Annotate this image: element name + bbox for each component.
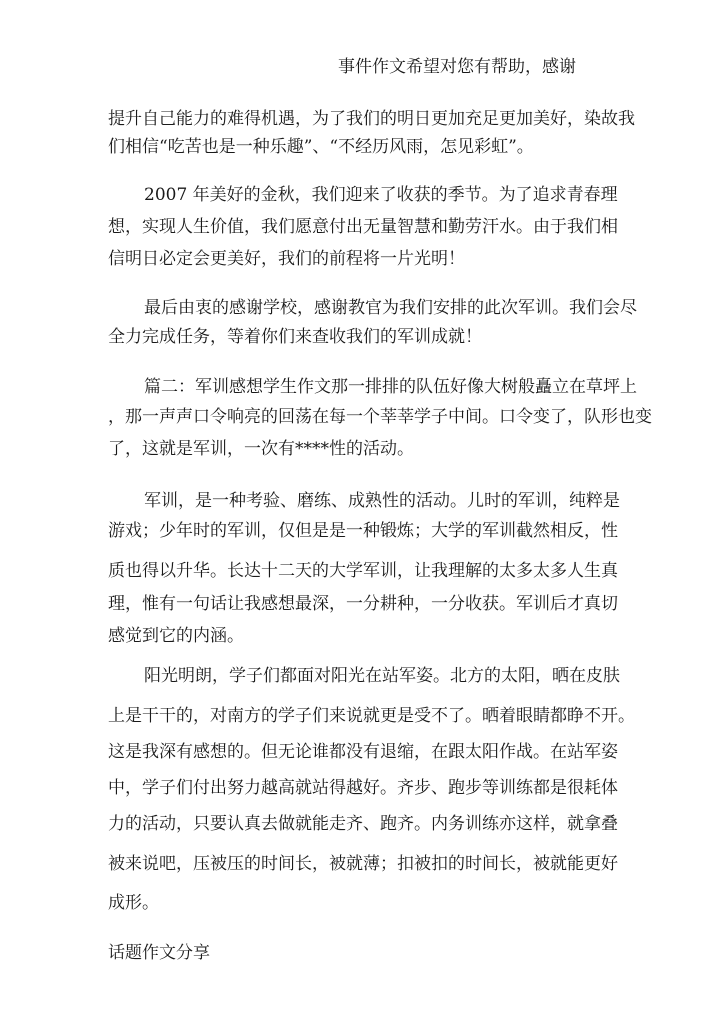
text-line: 最后由衷的感谢学校，感谢教官为我们安排的此次军训。我们会尽	[144, 298, 637, 318]
text-line: 军训，是一种考验、磨练、成熟性的活动。儿时的军训，纯粹是	[144, 491, 620, 511]
text-line: 篇二：军训感想学生作文那一排排的队伍好像大树般矗立在草坪上	[144, 377, 637, 397]
text-line: ，那一声声口令响亮的回荡在每一个莘莘学子中间。口令变了，队形也变	[108, 407, 652, 427]
text-line: 想，实现人生价值，我们愿意付出无量智慧和勤劳汗水。由于我们相	[108, 217, 618, 237]
text-line: 们相信“吃苦也是一种乐趣”、“不经历风雨，怎见彩虹”。	[108, 137, 534, 157]
text-line: 提升自己能力的难得机遇，为了我们的明日更加充足更加美好，染故我	[108, 109, 635, 129]
text-line: 信明日必定会更美好，我们的前程将一片光明！	[108, 249, 465, 269]
text-line: 成形。	[108, 893, 159, 913]
text-line: 这是我深有感想的。但无论谁都没有退缩，在跟太阳作战。在站军姿	[108, 742, 618, 762]
text-line: 2007 年美好的金秋，我们迎来了收获的季节。为了追求青春理	[144, 185, 618, 205]
text-line: 理，惟有一句话让我感想最深，一分耕种，一分收获。军训后才真切	[108, 594, 618, 614]
text-line: 被来说吧，压被压的时间长，被就薄；扣被扣的时间长，被就能更好	[108, 854, 618, 874]
page-header: 事件作文希望对您有帮助，感谢	[338, 57, 576, 77]
text-line: 阳光明朗，学子们都面对阳光在站军姿。北方的太阳，晒在皮肤	[144, 666, 620, 686]
text-line: 了，这就是军训，一次有****性的活动。	[108, 439, 414, 459]
text-line: 全力完成任务，等着你们来查收我们的军训成就！	[108, 327, 482, 347]
text-line: 中，学子们付出努力越高就站得越好。齐步、跑步等训练都是很耗体	[108, 778, 618, 798]
text-line: 质也得以升华。长达十二天的大学军训，让我理解的太多太多人生真	[108, 561, 618, 581]
text-line: 力的活动，只要认真去做就能走齐、跑齐。内务训练亦这样，就拿叠	[108, 814, 618, 834]
text-line: 游戏；少年时的军训，仅但是是一种锻炼；大学的军训截然相反，性	[108, 521, 618, 541]
text-line: 感觉到它的内涵。	[108, 626, 244, 646]
page-footer: 话题作文分享	[108, 943, 210, 963]
text-line: 上是干干的，对南方的学子们来说就更是受不了。晒着眼睛都睁不开。	[108, 706, 635, 726]
